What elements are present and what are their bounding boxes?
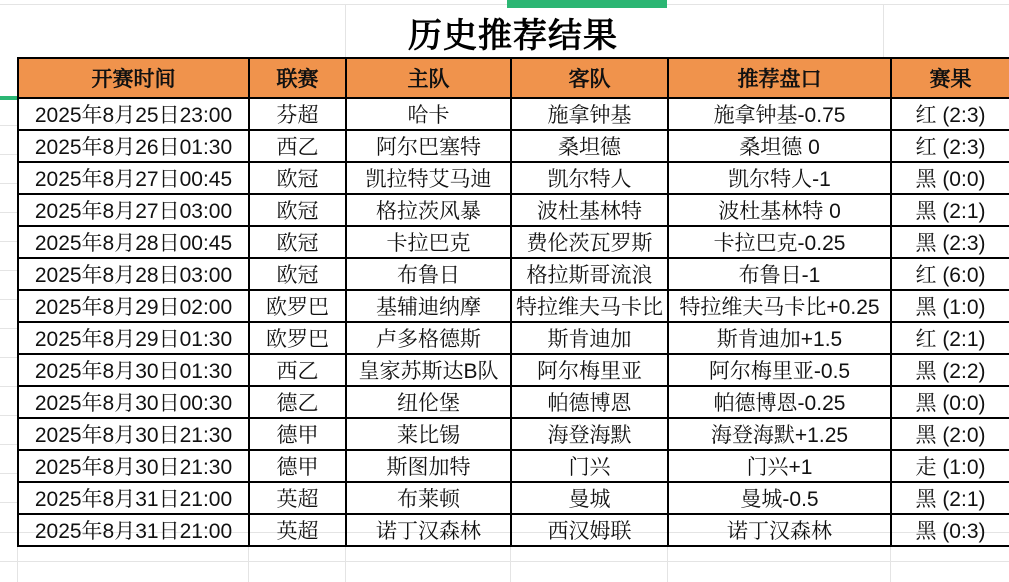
cell-result[interactable]: 黑 (2:2) <box>891 354 1009 386</box>
cell-result[interactable]: 黑 (1:0) <box>891 290 1009 322</box>
cell-away-team[interactable]: 阿尔梅里亚 <box>511 354 668 386</box>
table-row <box>18 130 1009 162</box>
cell-away-team[interactable]: 凯尔特人 <box>511 162 668 194</box>
table-row <box>18 322 1009 354</box>
cell-away-team[interactable]: 斯肯迪加 <box>511 322 668 354</box>
results-table <box>17 57 1009 547</box>
cell-result[interactable]: 黑 (0:0) <box>891 386 1009 418</box>
cell-league[interactable]: 欧罗巴 <box>249 290 346 322</box>
cell-time[interactable]: 2025年8月30日01:30 <box>18 354 249 386</box>
gridline-horizontal-top <box>0 4 1009 5</box>
cell-league[interactable]: 德甲 <box>249 418 346 450</box>
table-row <box>18 194 1009 226</box>
cell-handicap[interactable]: 施拿钟基-0.75 <box>668 98 891 130</box>
cell-time[interactable]: 2025年8月30日21:30 <box>18 418 249 450</box>
table-row <box>18 386 1009 418</box>
cell-away-team[interactable]: 海登海默 <box>511 418 668 450</box>
cell-home-team[interactable]: 卢多格德斯 <box>346 322 511 354</box>
cell-home-team[interactable]: 卡拉巴克 <box>346 226 511 258</box>
table-row <box>18 482 1009 514</box>
table-row <box>18 162 1009 194</box>
column-header-away[interactable]: 客队 <box>511 58 668 98</box>
cell-home-team[interactable]: 基辅迪纳摩 <box>346 290 511 322</box>
cell-league[interactable]: 德乙 <box>249 386 346 418</box>
cell-handicap[interactable]: 帕德博恩-0.25 <box>668 386 891 418</box>
header-row <box>18 58 1009 98</box>
cell-home-team[interactable]: 诺丁汉森林 <box>346 514 511 546</box>
cell-away-team[interactable]: 施拿钟基 <box>511 98 668 130</box>
cell-result[interactable]: 黑 (2:1) <box>891 194 1009 226</box>
cell-handicap[interactable]: 阿尔梅里亚-0.5 <box>668 354 891 386</box>
cell-result[interactable]: 黑 (2:3) <box>891 226 1009 258</box>
table-row <box>18 290 1009 322</box>
cell-time[interactable]: 2025年8月31日21:00 <box>18 514 249 546</box>
cell-handicap[interactable]: 凯尔特人-1 <box>668 162 891 194</box>
cell-league[interactable]: 欧罗巴 <box>249 322 346 354</box>
cell-handicap[interactable]: 诺丁汉森林 <box>668 514 891 546</box>
cell-result[interactable]: 红 (2:3) <box>891 98 1009 130</box>
cell-time[interactable]: 2025年8月27日00:45 <box>18 162 249 194</box>
cell-league[interactable]: 西乙 <box>249 354 346 386</box>
table-row <box>18 98 1009 130</box>
cell-home-team[interactable]: 格拉茨风暴 <box>346 194 511 226</box>
table-row <box>18 226 1009 258</box>
column-header-league[interactable]: 联赛 <box>249 58 346 98</box>
cell-away-team[interactable]: 门兴 <box>511 450 668 482</box>
cell-league[interactable]: 英超 <box>249 482 346 514</box>
green-selection-bar[interactable] <box>507 0 667 8</box>
table-row <box>18 354 1009 386</box>
column-header-result[interactable]: 赛果 <box>891 58 1009 98</box>
table-body <box>18 98 1009 546</box>
cell-time[interactable]: 2025年8月25日23:00 <box>18 98 249 130</box>
cell-result[interactable]: 黑 (2:1) <box>891 482 1009 514</box>
table-row <box>18 450 1009 482</box>
cell-away-team[interactable]: 特拉维夫马卡比 <box>511 290 668 322</box>
sheet-title[interactable]: 历史推荐结果 <box>408 16 618 55</box>
cell-time[interactable]: 2025年8月30日00:30 <box>18 386 249 418</box>
cell-home-team[interactable]: 皇家苏斯达B队 <box>346 354 511 386</box>
gridline-horizontal-below-2 <box>0 561 1009 562</box>
cell-home-team[interactable]: 斯图加特 <box>346 450 511 482</box>
table-row <box>18 258 1009 290</box>
cell-away-team[interactable]: 西汉姆联 <box>511 514 668 546</box>
cell-away-team[interactable]: 帕德博恩 <box>511 386 668 418</box>
cell-handicap[interactable]: 布鲁日-1 <box>668 258 891 290</box>
cell-home-team[interactable]: 布莱顿 <box>346 482 511 514</box>
cell-home-team[interactable]: 纽伦堡 <box>346 386 511 418</box>
cell-away-team[interactable]: 波杜基林特 <box>511 194 668 226</box>
cell-away-team[interactable]: 费伦茨瓦罗斯 <box>511 226 668 258</box>
cell-result[interactable]: 黑 (0:0) <box>891 162 1009 194</box>
cell-time[interactable]: 2025年8月27日03:00 <box>18 194 249 226</box>
cell-result[interactable]: 红 (2:3) <box>891 130 1009 162</box>
cell-home-team[interactable]: 哈卡 <box>346 98 511 130</box>
cell-handicap[interactable]: 卡拉巴克-0.25 <box>668 226 891 258</box>
cell-away-team[interactable]: 桑坦德 <box>511 130 668 162</box>
cell-league[interactable]: 英超 <box>249 514 346 546</box>
cell-league[interactable]: 欧冠 <box>249 226 346 258</box>
cell-league[interactable]: 西乙 <box>249 130 346 162</box>
cell-home-team[interactable]: 凯拉特艾马迪 <box>346 162 511 194</box>
cell-home-team[interactable]: 阿尔巴塞特 <box>346 130 511 162</box>
cell-away-team[interactable]: 格拉斯哥流浪 <box>511 258 668 290</box>
cell-result[interactable]: 黑 (0:3) <box>891 514 1009 546</box>
cell-handicap[interactable]: 斯肯迪加+1.5 <box>668 322 891 354</box>
row-margin-gridlines <box>0 97 17 503</box>
cell-handicap[interactable]: 特拉维夫马卡比+0.25 <box>668 290 891 322</box>
cell-handicap[interactable]: 曼城-0.5 <box>668 482 891 514</box>
cell-handicap[interactable]: 门兴+1 <box>668 450 891 482</box>
cell-result[interactable]: 黑 (2:0) <box>891 418 1009 450</box>
cell-time[interactable]: 2025年8月28日03:00 <box>18 258 249 290</box>
cell-home-team[interactable]: 莱比锡 <box>346 418 511 450</box>
table-row <box>18 418 1009 450</box>
cell-league[interactable]: 欧冠 <box>249 258 346 290</box>
cell-time[interactable]: 2025年8月30日21:30 <box>18 450 249 482</box>
cell-league[interactable]: 欧冠 <box>249 162 346 194</box>
cell-time[interactable]: 2025年8月29日02:00 <box>18 290 249 322</box>
cell-time[interactable]: 2025年8月26日01:30 <box>18 130 249 162</box>
cell-league[interactable]: 欧冠 <box>249 194 346 226</box>
cell-time[interactable]: 2025年8月28日00:45 <box>18 226 249 258</box>
cell-handicap[interactable]: 海登海默+1.25 <box>668 418 891 450</box>
cell-result[interactable]: 红 (6:0) <box>891 258 1009 290</box>
cell-away-team[interactable]: 曼城 <box>511 482 668 514</box>
cell-time[interactable]: 2025年8月29日01:30 <box>18 322 249 354</box>
column-header-time[interactable]: 开赛时间 <box>18 58 249 98</box>
cell-result[interactable]: 红 (2:1) <box>891 322 1009 354</box>
cell-league[interactable]: 芬超 <box>249 98 346 130</box>
cell-time[interactable]: 2025年8月31日21:00 <box>18 482 249 514</box>
cell-home-team[interactable]: 布鲁日 <box>346 258 511 290</box>
cell-handicap[interactable]: 桑坦德 0 <box>668 130 891 162</box>
cell-handicap[interactable]: 波杜基林特 0 <box>668 194 891 226</box>
cell-league[interactable]: 德甲 <box>249 450 346 482</box>
cell-result[interactable]: 走 (1:0) <box>891 450 1009 482</box>
column-header-home[interactable]: 主队 <box>346 58 511 98</box>
table-row <box>18 514 1009 546</box>
green-selection-margin-mark <box>0 96 17 100</box>
column-header-handicap[interactable]: 推荐盘口 <box>668 58 891 98</box>
